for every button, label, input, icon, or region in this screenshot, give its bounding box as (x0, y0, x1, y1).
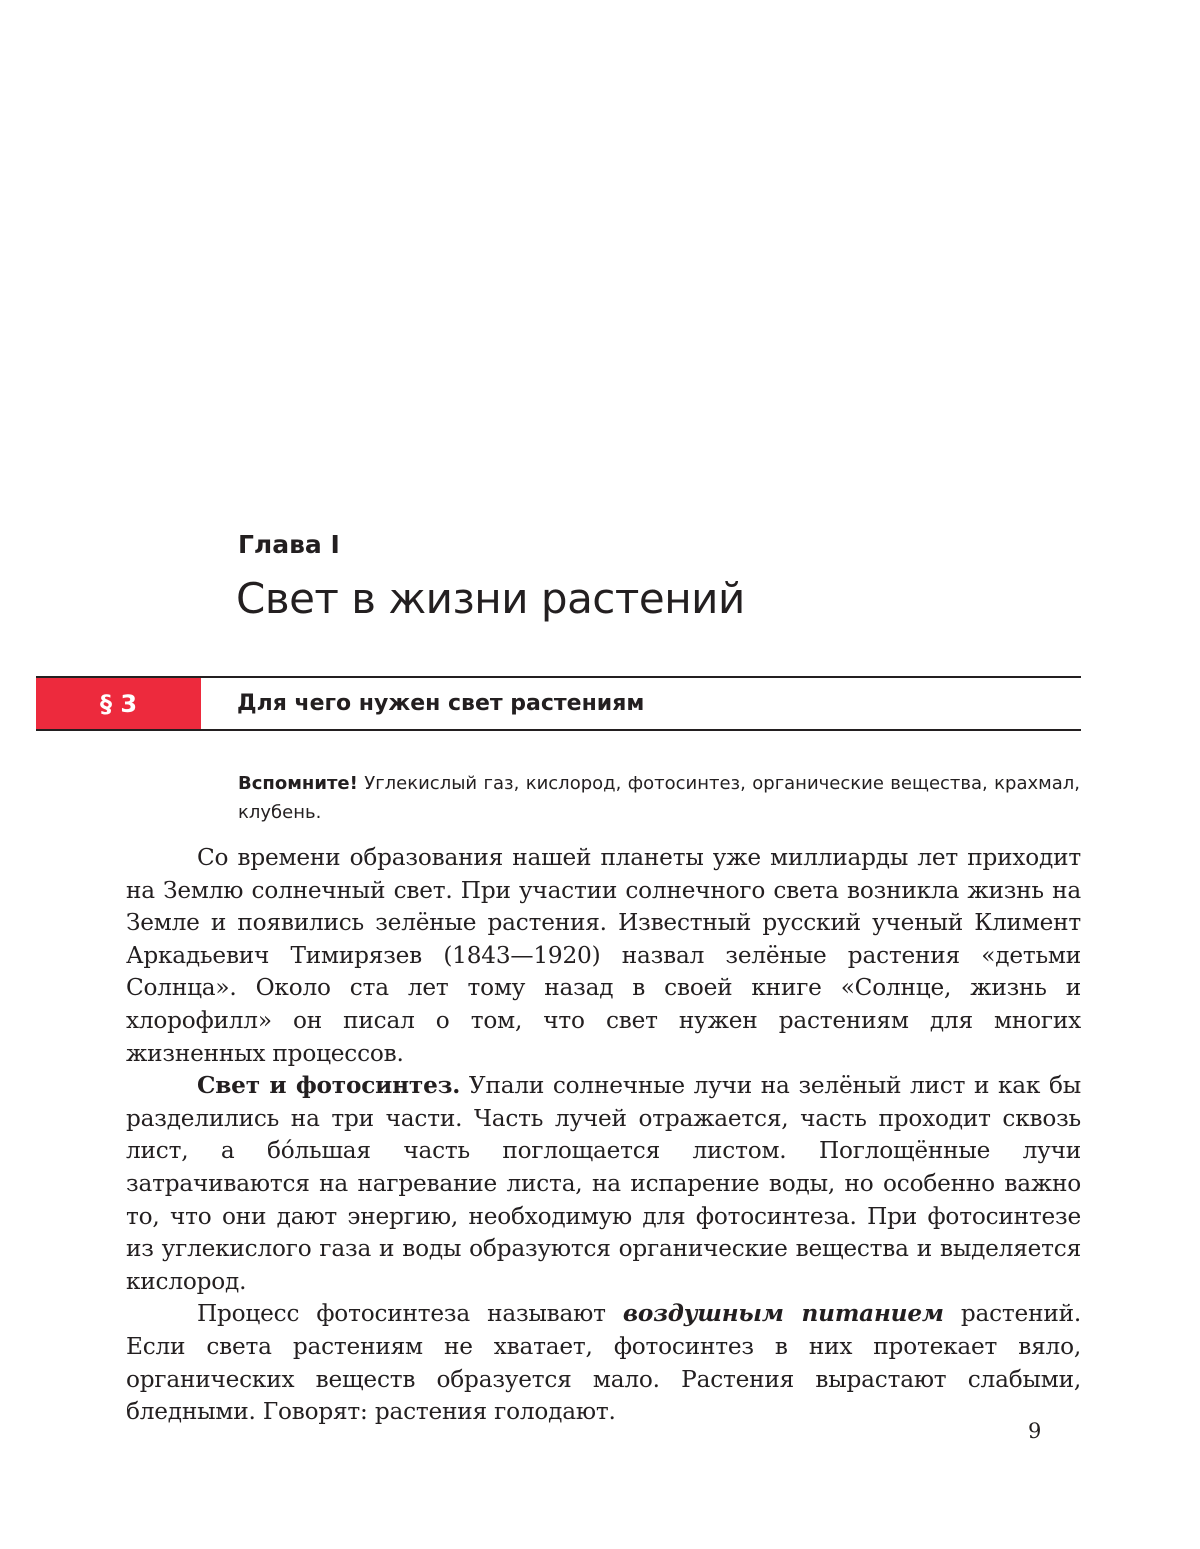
body-text (126, 842, 1081, 1429)
paragraph-air-nutrition-after: растений. Если света растениям не хватает, фотосинтез в них протекает вяло, органических веществ образуется мало. Растения вырастают слабыми, бледными. Говорят: растения голодают. (126, 1300, 1081, 1426)
recall-block (238, 769, 1080, 827)
paragraph-intro-text: Со времени образования нашей планеты уже миллиарды лет приходит на Землю солнечный свет. При участии солнечного света возникла жизнь на Земле и появились зелёные растения. Известный русский ученый Климент Аркадьевич Тимирязев (1843—1920) назвал зелёные растения «детьми Солнца». Около ста лет тому назад в своей книге «Солнце, жизнь и хлорофилл» он писал о том, что свет нужен растениям для многих жизненных процессов. (126, 844, 1081, 1067)
section-header-bar (36, 676, 1081, 731)
section-number-box (36, 678, 201, 729)
paragraph-heading: Свет и фотосинтез. (197, 1072, 461, 1100)
paragraph-air-nutrition-before: Процесс фотосинтеза называют (197, 1300, 623, 1328)
key-term: воздушным питанием (622, 1300, 944, 1328)
recall-label: Вспомните! (238, 773, 358, 794)
recall-text: Углекислый газ, кислород, фотосинтез, органические вещества, крахмал, клубень. (238, 773, 1080, 823)
paragraph-light-photosynthesis-text: Упали солнечные лучи на зелёный лист и как бы разделились на три части. Часть лучей отражается, часть проходит сквозь лист, а бóльшая часть поглощается листом. Поглощённые лучи затрачиваются на нагревание листа, на испарение воды, но особенно важно то, что они дают энергию, необходимую для фотосинтеза. При фотосинтезе из углекислого газа и воды образуются органические вещества и выделяется кислород. (126, 1072, 1081, 1295)
section-title: Для чего нужен свет растениям (237, 691, 645, 716)
chapter-title: Свет в жизни растений (236, 574, 745, 623)
page-number: 9 (1028, 1419, 1042, 1443)
paragraph-light-photosynthesis (126, 1070, 1081, 1298)
chapter-label: Глава I (238, 530, 340, 559)
paragraph-air-nutrition (126, 1298, 1081, 1428)
paragraph-intro (126, 842, 1081, 1070)
section-number: § 3 (99, 689, 138, 718)
